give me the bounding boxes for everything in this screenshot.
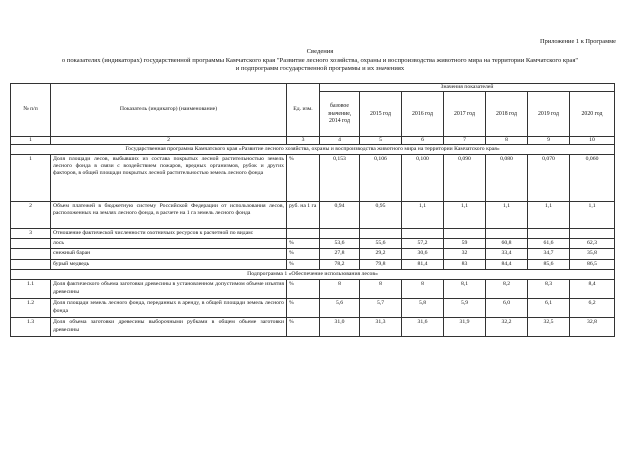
value-cell: 81,4 [402, 259, 444, 269]
value-cell: 31,6 [402, 318, 444, 337]
header-year: 2019 год [528, 92, 570, 137]
value-cell: 30,6 [402, 249, 444, 259]
value-cell: 8,2 [486, 280, 528, 299]
empty-cell [486, 228, 528, 238]
value-cell: 1,1 [486, 201, 528, 228]
header-unit: Ед. изм. [287, 84, 320, 137]
value-cell: 8 [320, 280, 360, 299]
column-number: 6 [402, 137, 444, 145]
empty-cell [11, 239, 51, 249]
document-title [0, 48, 640, 74]
appendix-label: Приложение 1 к Программе [540, 38, 616, 45]
value-cell: 79,8 [360, 259, 402, 269]
column-number: 5 [360, 137, 402, 145]
header-year: 2018 год [486, 92, 528, 137]
value-cell: 5,8 [402, 299, 444, 318]
empty-cell [360, 228, 402, 238]
column-number: 3 [287, 137, 320, 145]
indicator-name: Доля площади лесов, выбывших из состава покрытых лесной растительностью земель лесного фонда в связи с воздействием пожаров, вредных организмов, рубок и других факторов, в общей площади покрытых лесной растительностью земель лесного фонда [51, 154, 287, 201]
table-row [11, 201, 615, 228]
header-row-1 [11, 84, 615, 92]
value-cell: 8,4 [570, 280, 615, 299]
table-subrow [11, 259, 615, 269]
table-row [11, 228, 615, 238]
value-cell: 1,1 [528, 201, 570, 228]
value-cell: 32,5 [528, 318, 570, 337]
value-cell: 6,0 [486, 299, 528, 318]
indicator-name: Объем платежей в бюджетную систему Российской Федерации от использования лесов, расположенных на землях лесного фонда, в расчете на 1 га земель лесного фонда [51, 201, 287, 228]
value-cell: 33,4 [486, 249, 528, 259]
empty-cell [528, 228, 570, 238]
value-cell: 0,090 [444, 154, 486, 201]
unit-cell: % [287, 318, 320, 337]
row-number: 1 [11, 154, 51, 201]
header-year: 2015 год [360, 92, 402, 137]
value-cell: 0,100 [402, 154, 444, 201]
value-cell: 8 [360, 280, 402, 299]
row-number: 2 [11, 201, 51, 228]
table-row [11, 318, 615, 337]
unit-cell: % [287, 259, 320, 269]
value-cell: 31,3 [360, 318, 402, 337]
header-base-year: базовое значение, 2014 год [320, 92, 360, 137]
title-line-1: Сведения [306, 48, 334, 55]
value-cell: 0,060 [570, 154, 615, 201]
value-cell: 5,6 [320, 299, 360, 318]
column-number: 4 [320, 137, 360, 145]
section-title-subprogram-1: Подпрограмма 1 «Обеспечение использования лесов» [11, 270, 615, 280]
value-cell: 1,1 [444, 201, 486, 228]
value-cell: 62,3 [570, 239, 615, 249]
row-number: 1.2 [11, 299, 51, 318]
indicator-name: Доля площади земель лесного фонда, переданных в аренду, в общей площади земель лесного фонда [51, 299, 287, 318]
value-cell: 5,7 [360, 299, 402, 318]
column-number: 7 [444, 137, 486, 145]
value-cell: 0,94 [320, 201, 360, 228]
title-line-3: и подпрограмм государственной программы и их значениях [235, 65, 405, 73]
table-row [11, 299, 615, 318]
indicators-table [10, 83, 615, 337]
column-number-row [11, 137, 615, 145]
value-cell: 0,95 [360, 201, 402, 228]
header-values-group: Значения показателей [320, 84, 615, 92]
value-cell: 1,1 [570, 201, 615, 228]
value-cell: 34,7 [528, 249, 570, 259]
empty-cell [287, 228, 320, 238]
header-year: 2020 год [570, 92, 615, 137]
table-row [11, 154, 615, 201]
header-indicator: Показатель (индикатор) (наименование) [51, 84, 287, 137]
empty-cell [11, 249, 51, 259]
unit-cell: % [287, 239, 320, 249]
value-cell: 60,8 [486, 239, 528, 249]
value-cell: 84,4 [486, 259, 528, 269]
unit-cell: % [287, 299, 320, 318]
column-number: 8 [486, 137, 528, 145]
section-title-program: Государственная программа Камчатского края «Развитие лесного хозяйства, охраны и воспроизводства животного мира на территории Камчатского края» [11, 144, 615, 154]
value-cell: 32 [444, 249, 486, 259]
value-cell: 57,2 [402, 239, 444, 249]
value-cell: 59 [444, 239, 486, 249]
unit-cell: % [287, 154, 320, 201]
value-cell: 83 [444, 259, 486, 269]
table-subrow [11, 239, 615, 249]
column-number: 9 [528, 137, 570, 145]
section-row-subprogram-1 [11, 270, 615, 280]
value-cell: 8,1 [444, 280, 486, 299]
value-cell: 8,3 [528, 280, 570, 299]
value-cell: 55,6 [360, 239, 402, 249]
section-row-program [11, 144, 615, 154]
value-cell: 86,5 [570, 259, 615, 269]
unit-cell: % [287, 249, 320, 259]
value-cell: 6,2 [570, 299, 615, 318]
value-cell: 1,1 [402, 201, 444, 228]
unit-cell: руб. на 1 га [287, 201, 320, 228]
empty-cell [402, 228, 444, 238]
value-cell: 31,0 [320, 318, 360, 337]
value-cell: 8 [402, 280, 444, 299]
indicator-name: Доля фактического объема заготовки древесины в установленном допустимом объеме изъятия древесины [51, 280, 287, 299]
value-cell: 85,6 [528, 259, 570, 269]
row-number: 1.1 [11, 280, 51, 299]
value-cell: 27,8 [320, 249, 360, 259]
species-name: бурый медведь [51, 259, 287, 269]
indicator-name: Доля объема заготовки древесины выборочными рубками в общем объеме заготовки древесины [51, 318, 287, 337]
species-name: снежный баран [51, 249, 287, 259]
value-cell: 29,2 [360, 249, 402, 259]
value-cell: 35,8 [570, 249, 615, 259]
value-cell: 0,153 [320, 154, 360, 201]
value-cell: 0,070 [528, 154, 570, 201]
species-name: лось [51, 239, 287, 249]
value-cell: 32,2 [486, 318, 528, 337]
header-num: № п/п [11, 84, 51, 137]
column-number: 2 [51, 137, 287, 145]
empty-cell [444, 228, 486, 238]
value-cell: 0,080 [486, 154, 528, 201]
value-cell: 31,9 [444, 318, 486, 337]
header-year: 2017 год [444, 92, 486, 137]
unit-cell: % [287, 280, 320, 299]
value-cell: 0,106 [360, 154, 402, 201]
value-cell: 78,2 [320, 259, 360, 269]
row-number: 3 [11, 228, 51, 238]
value-cell: 61,6 [528, 239, 570, 249]
empty-cell [11, 259, 51, 269]
table-row [11, 280, 615, 299]
value-cell: 32,8 [570, 318, 615, 337]
column-number: 1 [11, 137, 51, 145]
value-cell: 53,6 [320, 239, 360, 249]
value-cell: 5,9 [444, 299, 486, 318]
empty-cell [320, 228, 360, 238]
header-year: 2016 год [402, 92, 444, 137]
table-subrow [11, 249, 615, 259]
title-line-2: о показателях (индикаторах) государственной программы Камчатского края "Развитие лесного хозяйства, охраны и воспроизводства животного мира на территории Камчатского края" [61, 56, 579, 64]
indicator-name: Отношение фактической численности охотничьих ресурсов к расчетной по видам: [51, 228, 287, 238]
empty-cell [570, 228, 615, 238]
column-number: 10 [570, 137, 615, 145]
row-number: 1.3 [11, 318, 51, 337]
value-cell: 6,1 [528, 299, 570, 318]
